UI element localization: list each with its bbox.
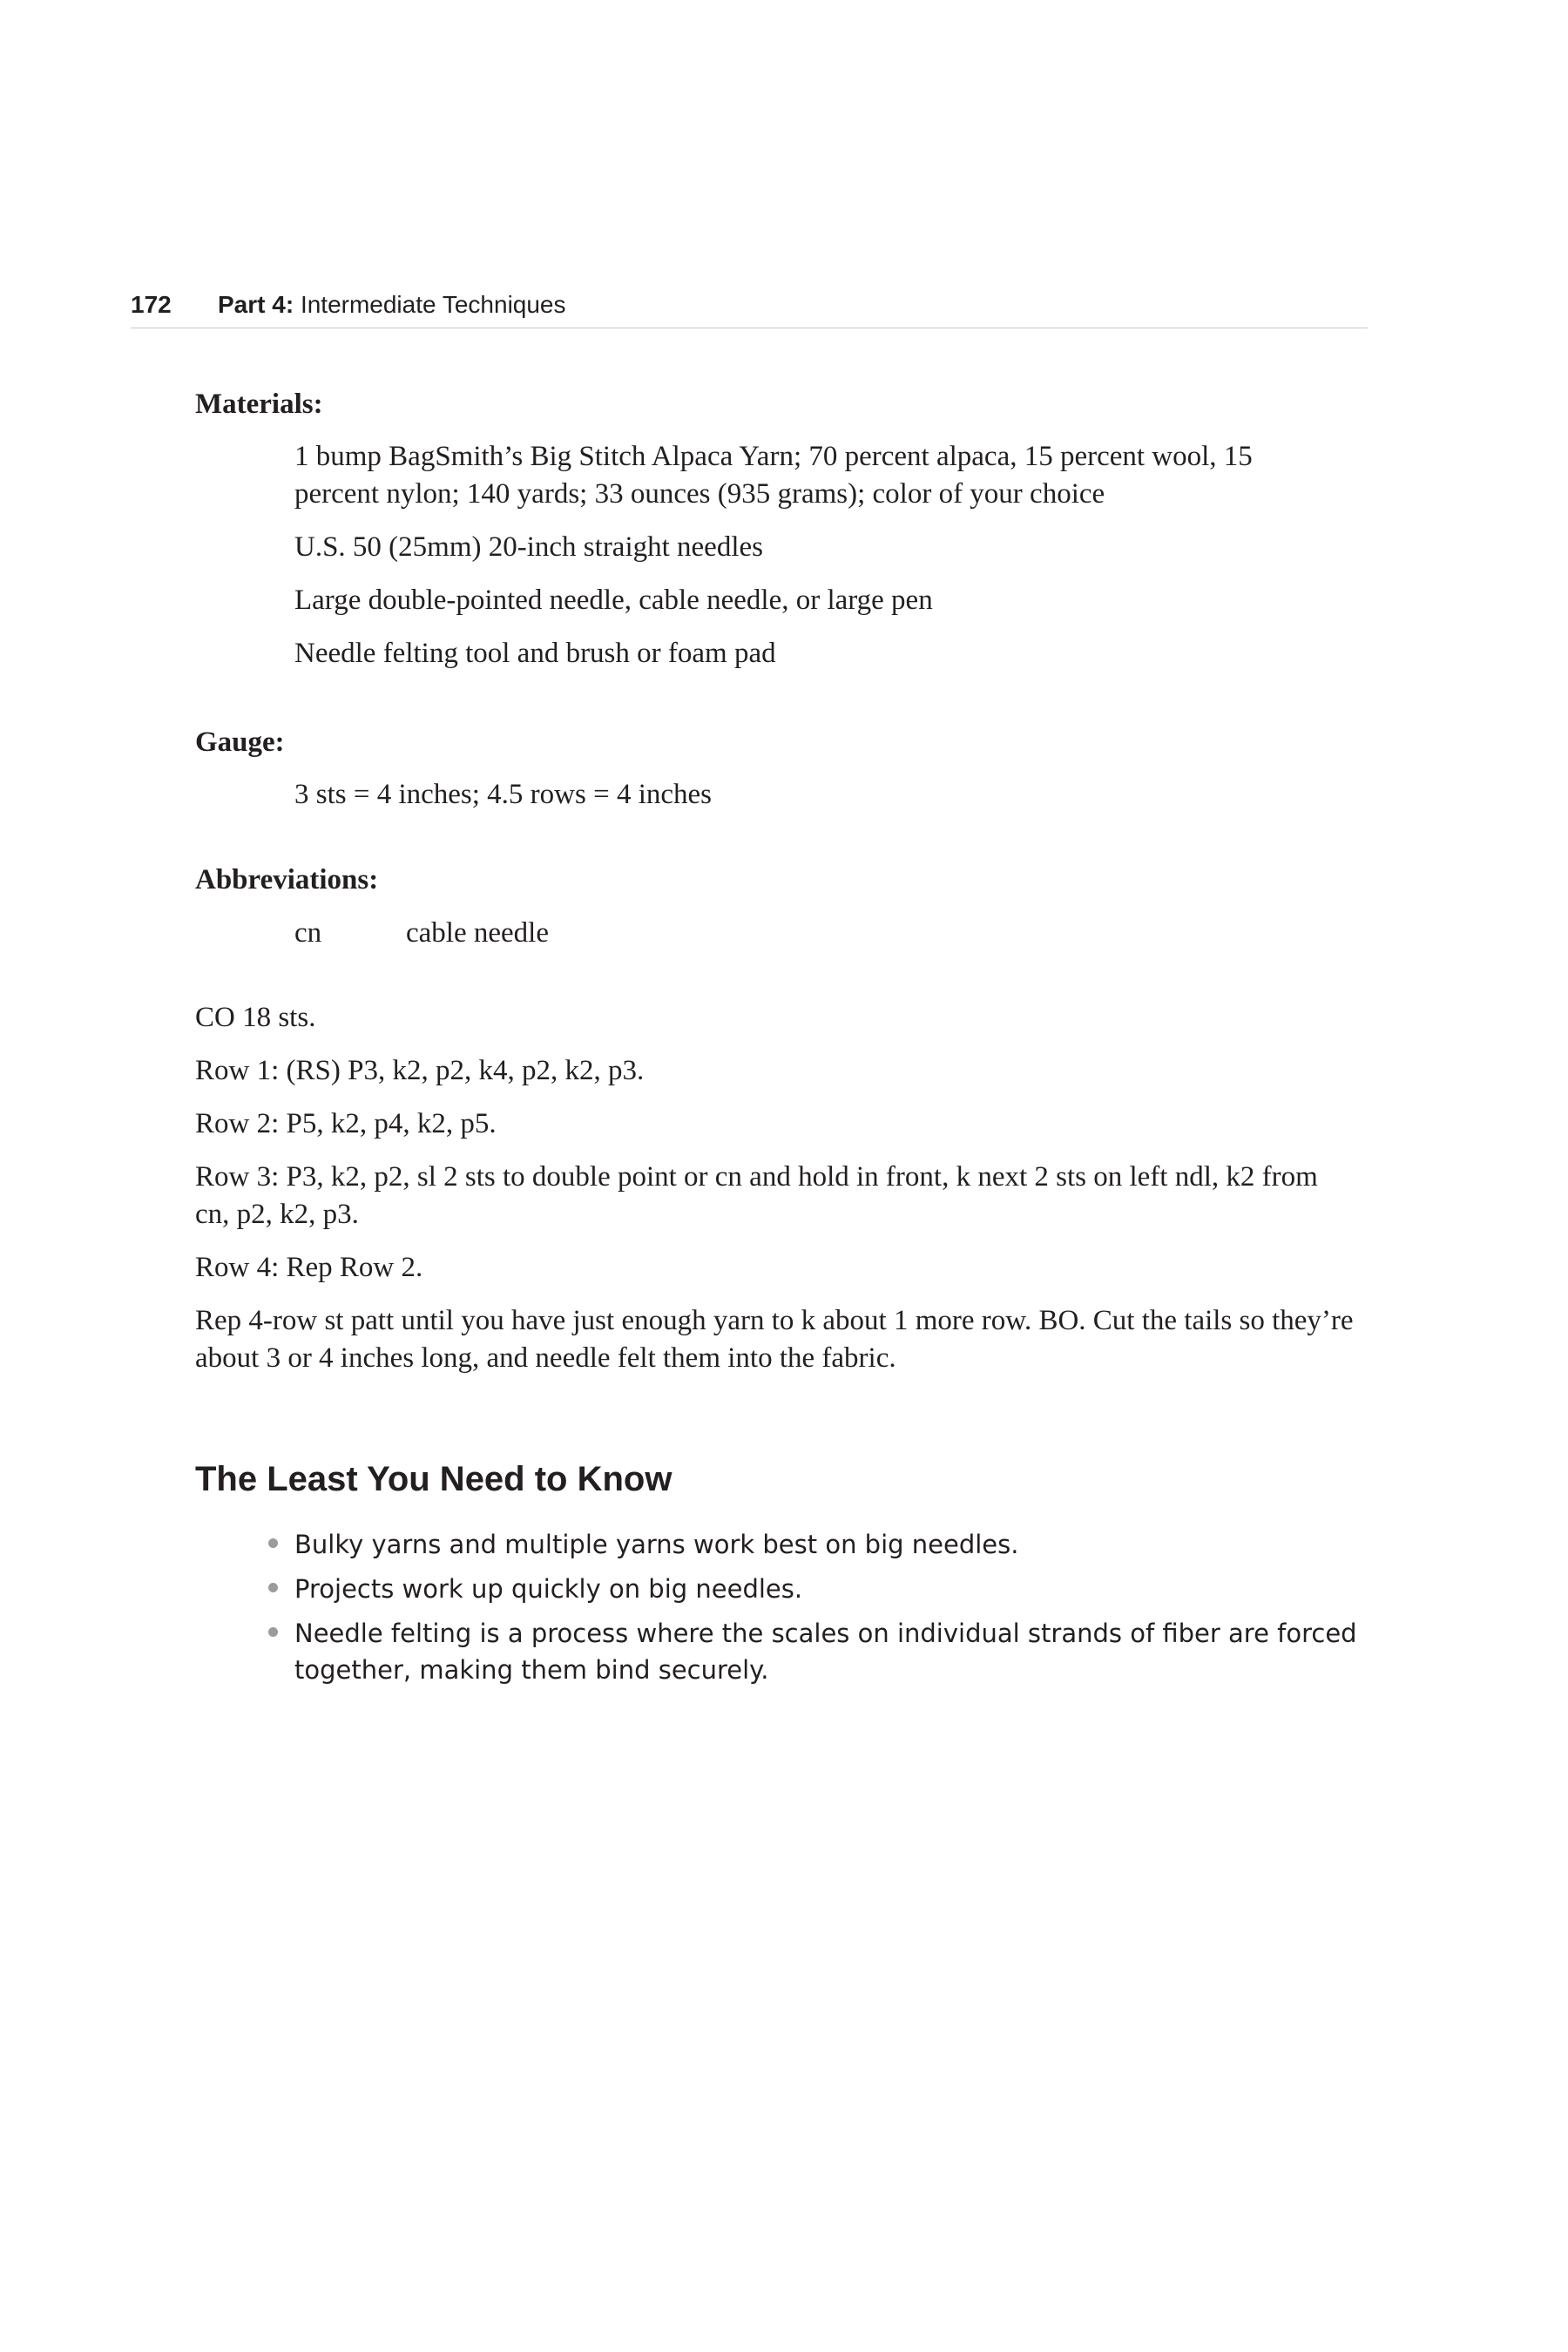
running-head	[131, 287, 1368, 328]
instruction-row-4: Row 4: Rep Row 2.	[195, 1252, 423, 1283]
bullet-icon	[268, 1538, 278, 1548]
list-item-text: Needle felting is a process where the scales on individual strands of fiber are forced together, making them bind securely.	[294, 1619, 1357, 1685]
materials-item: Needle felting tool and brush or foam pad	[294, 638, 776, 669]
list-item	[268, 1526, 1357, 1563]
part-label: Part 4:	[218, 291, 294, 318]
abbreviation-definition: cable needle	[406, 917, 549, 949]
section-heading: The Least You Need to Know	[195, 1460, 672, 1498]
list-item	[268, 1571, 1357, 1607]
list-item-text: Bulky yarns and multiple yarns work best on big needles.	[294, 1530, 1019, 1559]
materials-item: Large double-pointed needle, cable needle, or large pen	[294, 585, 933, 616]
gauge-label: Gauge:	[195, 727, 285, 758]
bullet-icon	[268, 1627, 278, 1637]
gauge-value: 3 sts = 4 inches; 4.5 rows = 4 inches	[294, 779, 713, 810]
materials-item: U.S. 50 (25mm) 20-inch straight needles	[294, 531, 763, 563]
part-title: Intermediate Techniques	[300, 291, 566, 318]
list-item	[268, 1615, 1357, 1688]
summary-list	[268, 1526, 1357, 1696]
instruction-cast-on: CO 18 sts.	[195, 1002, 316, 1033]
instruction-row-1: Row 1: (RS) P3, k2, p2, k4, p2, k2, p3.	[195, 1055, 645, 1086]
instruction-row-3: Row 3: P3, k2, p2, sl 2 sts to double point or cn and hold in front, k next 2 sts on left ndl, k2 from cn, p2, k2, p3.	[195, 1161, 1318, 1230]
abbreviations-label: Abbreviations:	[195, 864, 379, 896]
instruction-finishing: Rep 4-row st patt until you have just enough yarn to k about 1 more row. BO. Cut the tails so they’re about 3 or 4 inches long, and needle felt them into the fabric.	[195, 1305, 1354, 1374]
page-number: 172	[131, 291, 172, 318]
abbreviation-term: cn	[294, 917, 322, 949]
bullet-icon	[268, 1583, 278, 1592]
list-item-text: Projects work up quickly on big needles.	[294, 1574, 803, 1604]
instruction-row-2: Row 2: P5, k2, p4, k2, p5.	[195, 1108, 497, 1139]
materials-label: Materials:	[195, 389, 323, 420]
materials-item: 1 bump BagSmith’s Big Stitch Alpaca Yarn; 70 percent alpaca, 15 percent wool, 15 percent nylon; 140 yards; 33 ounces (935 grams); color of your choice	[294, 441, 1253, 510]
